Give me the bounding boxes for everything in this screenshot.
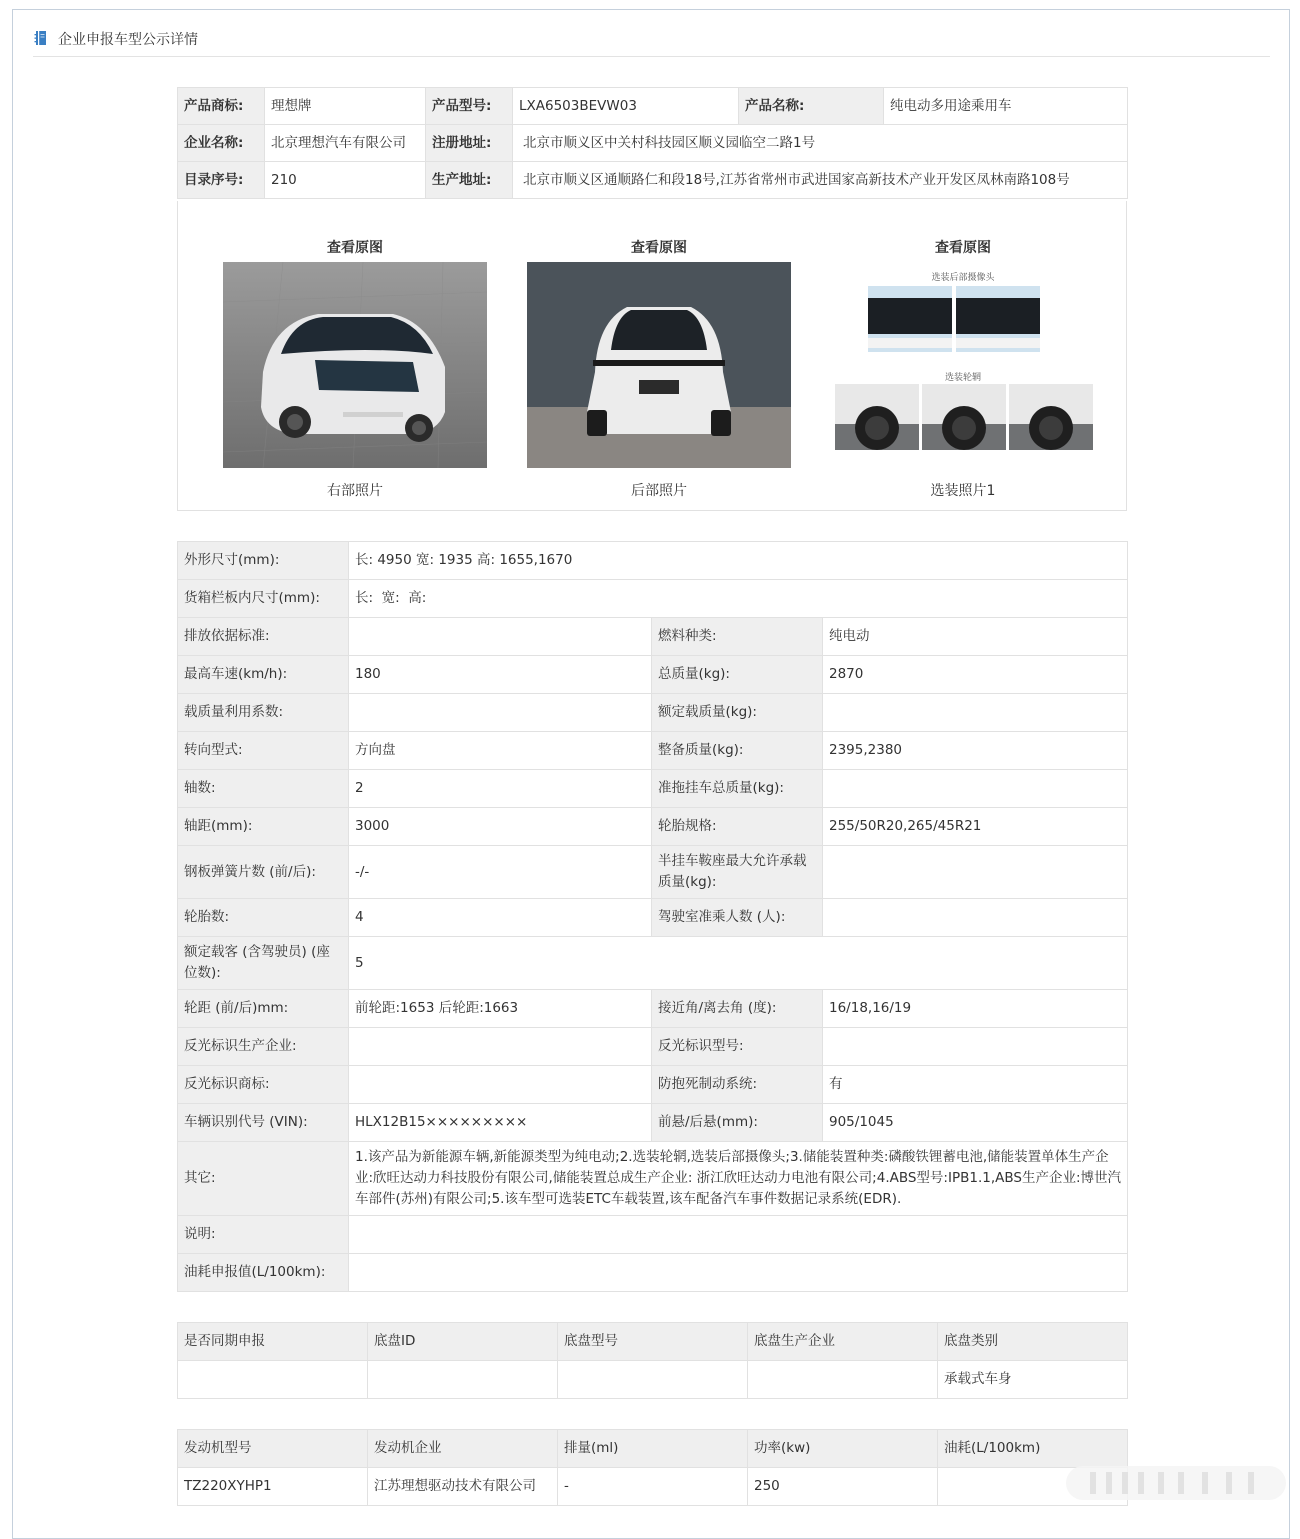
saddle-value [823, 846, 1128, 899]
table-row [178, 542, 1128, 580]
vin-value: HLX12B15××××××××× [349, 1104, 652, 1142]
table-cell [558, 1361, 748, 1399]
table-cell [368, 1361, 558, 1399]
column-header: 底盘类别 [938, 1323, 1128, 1361]
cab-label: 驾驶室准乘人数 (人): [652, 899, 823, 937]
table-row [178, 846, 1128, 899]
tire-spec-label: 轮胎规格: [652, 808, 823, 846]
fuel-label: 燃料种类: [652, 618, 823, 656]
catalog-label: 目录序号: [178, 162, 265, 199]
view-original-link[interactable]: 查看原图 [327, 240, 383, 256]
table-cell [748, 1361, 938, 1399]
vin-label: 车辆识别代号 (VIN): [178, 1104, 349, 1142]
axles-value: 2 [349, 770, 652, 808]
curb-label: 整备质量(kg): [652, 732, 823, 770]
specs-table [177, 541, 1128, 1292]
track-label: 轮距 (前/后)mm: [178, 990, 349, 1028]
wheelbase-label: 轴距(mm): [178, 808, 349, 846]
company-label: 企业名称: [178, 125, 265, 162]
table-cell: TZ220XYHP1 [178, 1468, 368, 1506]
table-row [178, 1361, 1128, 1399]
overhang-value: 905/1045 [823, 1104, 1128, 1142]
angle-value: 16/18,16/19 [823, 990, 1128, 1028]
cargo-value: 长: 宽: 高: [349, 580, 1128, 618]
reflect-maker-value [349, 1028, 652, 1066]
car-right-photo[interactable] [223, 262, 487, 468]
photo-caption: 右部照片 [327, 483, 383, 499]
reflect-brand-label: 反光标识商标: [178, 1066, 349, 1104]
table-row [178, 937, 1128, 990]
seats-label: 额定载客 (含驾驶员) (座位数): [178, 937, 349, 990]
tires-label: 轮胎数: [178, 899, 349, 937]
rated-load-label: 额定载质量(kg): [652, 694, 823, 732]
other-label: 其它: [178, 1142, 349, 1216]
book-icon [33, 30, 49, 46]
overhang-label: 前悬/后悬(mm): [652, 1104, 823, 1142]
trailer-label: 准拖挂车总质量(kg): [652, 770, 823, 808]
reflect-model-value [823, 1028, 1128, 1066]
wheelbase-value: 3000 [349, 808, 652, 846]
reflect-model-label: 反光标识型号: [652, 1028, 823, 1066]
table-row [178, 618, 1128, 656]
spring-label: 钢板弹簧片数 (前/后): [178, 846, 349, 899]
emission-value [349, 618, 652, 656]
option-sub-label: 选装后部摄像头 [931, 273, 995, 283]
table-row [178, 580, 1128, 618]
steering-label: 转向型式: [178, 732, 349, 770]
model-value: LXA6503BEVW03 [513, 88, 739, 125]
prod-addr-value: 北京市顺义区通顺路仁和段18号,江苏省常州市武进国家高新技术产业开发区凤林南路108号 [513, 162, 1128, 199]
table-row [178, 770, 1128, 808]
chassis-table [177, 1322, 1128, 1399]
brand-value: 理想牌 [265, 88, 426, 125]
brand-label: 产品商标: [178, 88, 265, 125]
column-header: 发动机型号 [178, 1430, 368, 1468]
rated-load-value [823, 694, 1128, 732]
tire-spec-value: 255/50R20,265/45R21 [823, 808, 1128, 846]
column-header: 发动机企业 [368, 1430, 558, 1468]
table-row [178, 694, 1128, 732]
trailer-value [823, 770, 1128, 808]
other-value: 1.该产品为新能源车辆,新能源类型为纯电动;2.选装轮辋,选装后部摄像头;3.储能装置种类:磷酸铁锂蓄电池,储能装置单体生产企业:欣旺达动力科技股份有限公司,储能装置总成生产企业: 浙江欣旺达动力电池有限公司;4.ABS型号:IPB1.1,ABS生产企业:博世汽车部件(苏州)有限公司;5.该车型可选装ETC车载装置,该车配备汽车事件数据记录系统(EDR). [349, 1142, 1128, 1216]
table-row [178, 1028, 1128, 1066]
option-photo[interactable] [831, 262, 1095, 468]
table-cell [178, 1361, 368, 1399]
speed-value: 180 [349, 656, 652, 694]
table-cell: 江苏理想驱动技术有限公司 [368, 1468, 558, 1506]
table-row [178, 899, 1128, 937]
column-header: 底盘ID [368, 1323, 558, 1361]
table-row [178, 162, 1128, 199]
table-row [178, 1142, 1128, 1216]
option-sub-label: 选装轮辋 [944, 373, 981, 383]
engine-table [177, 1429, 1128, 1506]
abs-value: 有 [823, 1066, 1128, 1104]
fuel-value: 纯电动 [823, 618, 1128, 656]
fuel-use-label: 油耗申报值(L/100km): [178, 1254, 349, 1292]
column-header: 功率(kw) [748, 1430, 938, 1468]
view-original-link[interactable]: 查看原图 [935, 240, 991, 256]
photo-panel [177, 201, 1127, 511]
total-mass-value: 2870 [823, 656, 1128, 694]
steering-value: 方向盘 [349, 732, 652, 770]
table-row [178, 732, 1128, 770]
name-value: 纯电动多用途乘用车 [884, 88, 1128, 125]
table-row [178, 125, 1128, 162]
table-row [178, 1468, 1128, 1506]
abs-label: 防抱死制动系统: [652, 1066, 823, 1104]
reflect-brand-value [349, 1066, 652, 1104]
table-row [178, 1216, 1128, 1254]
reflect-maker-label: 反光标识生产企业: [178, 1028, 349, 1066]
table-row [178, 1254, 1128, 1292]
table-row [178, 656, 1128, 694]
basic-info-table [177, 87, 1128, 199]
table-row [178, 1104, 1128, 1142]
photo-caption: 后部照片 [631, 483, 687, 499]
axles-label: 轴数: [178, 770, 349, 808]
table-row [178, 808, 1128, 846]
seats-value: 5 [349, 937, 1128, 990]
dim-label: 外形尺寸(mm): [178, 542, 349, 580]
dim-value: 长: 4950 宽: 1935 高: 1655,1670 [349, 542, 1128, 580]
emission-label: 排放依据标准: [178, 618, 349, 656]
watermark [1062, 1458, 1290, 1506]
note-label: 说明: [178, 1216, 349, 1254]
column-header: 油耗(L/100km) [938, 1430, 1128, 1468]
curb-value: 2395,2380 [823, 732, 1128, 770]
view-original-link[interactable]: 查看原图 [631, 240, 687, 256]
spring-value: -/- [349, 846, 652, 899]
catalog-value: 210 [265, 162, 426, 199]
column-header: 是否同期申报 [178, 1323, 368, 1361]
column-header: 底盘型号 [558, 1323, 748, 1361]
table-row [178, 88, 1128, 125]
car-rear-photo[interactable] [527, 262, 791, 468]
model-label: 产品型号: [426, 88, 513, 125]
prod-addr-label: 生产地址: [426, 162, 513, 199]
total-mass-label: 总质量(kg): [652, 656, 823, 694]
note-value [349, 1216, 1128, 1254]
column-header: 排量(ml) [558, 1430, 748, 1468]
speed-label: 最高车速(km/h): [178, 656, 349, 694]
table-header-row [178, 1323, 1128, 1361]
photo-caption: 选装照片1 [930, 483, 996, 499]
saddle-label: 半挂车鞍座最大允许承载质量(kg): [652, 846, 823, 899]
load-coef-value [349, 694, 652, 732]
table-header-row [178, 1430, 1128, 1468]
track-value: 前轮距:1653 后轮距:1663 [349, 990, 652, 1028]
fuel-use-value [349, 1254, 1128, 1292]
reg-addr-label: 注册地址: [426, 125, 513, 162]
table-cell: - [558, 1468, 748, 1506]
reg-addr-value: 北京市顺义区中关村科技园区顺义园临空二路1号 [513, 125, 1128, 162]
page-title: 企业申报车型公示详情 [58, 32, 198, 48]
table-cell: 250 [748, 1468, 938, 1506]
table-row [178, 990, 1128, 1028]
cab-value [823, 899, 1128, 937]
cargo-label: 货箱栏板内尺寸(mm): [178, 580, 349, 618]
column-header: 底盘生产企业 [748, 1323, 938, 1361]
tires-value: 4 [349, 899, 652, 937]
load-coef-label: 载质量利用系数: [178, 694, 349, 732]
name-label: 产品名称: [739, 88, 884, 125]
page-header [33, 22, 1270, 57]
company-value: 北京理想汽车有限公司 [265, 125, 426, 162]
table-row [178, 1066, 1128, 1104]
table-cell: 承载式车身 [938, 1361, 1128, 1399]
angle-label: 接近角/离去角 (度): [652, 990, 823, 1028]
